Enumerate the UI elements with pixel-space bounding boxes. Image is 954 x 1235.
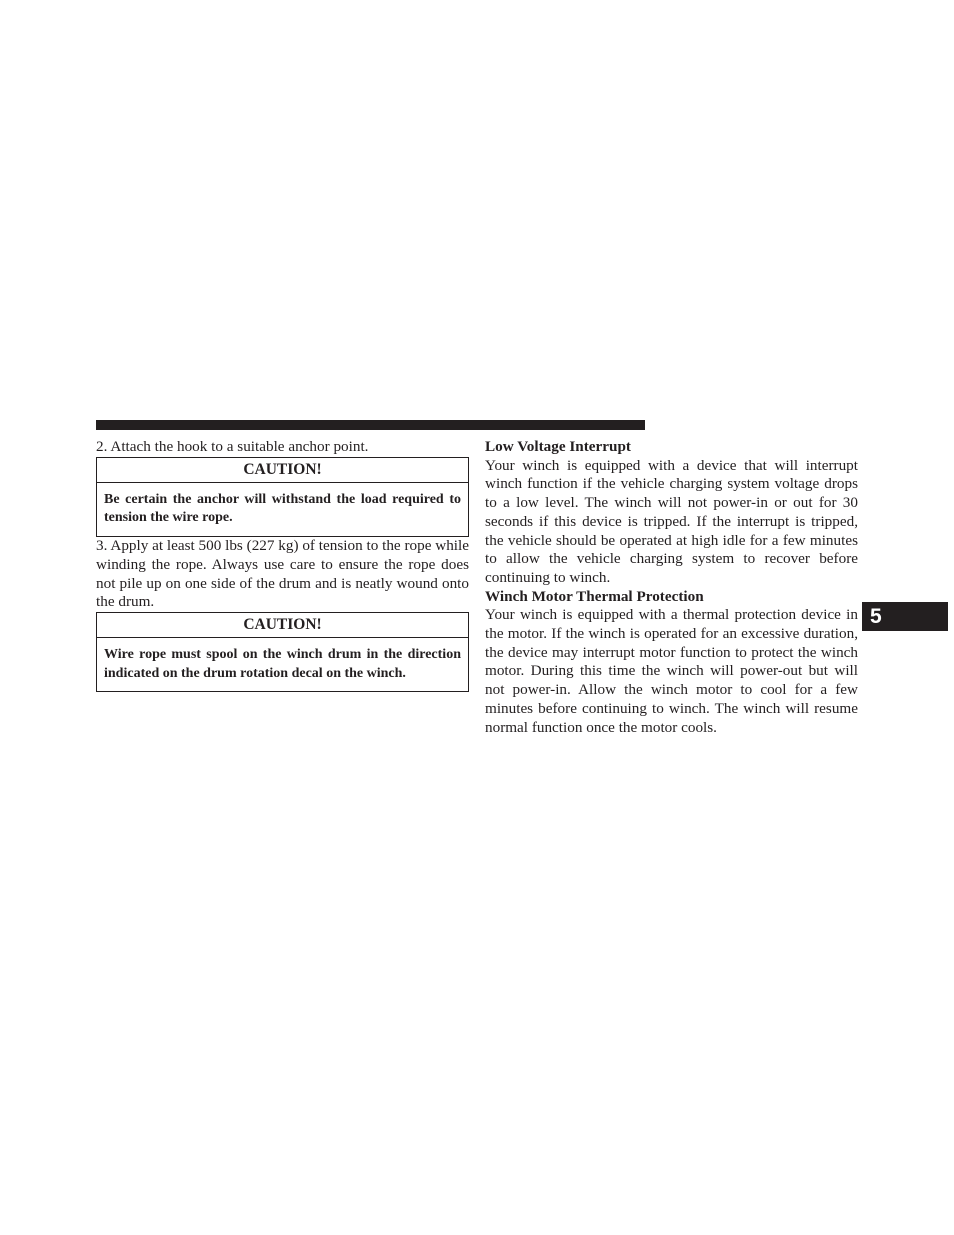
left-column [96,438,469,692]
caution-text: Be certain the anchor will withstand the load required to tension the wire rope. [104,491,461,526]
right-column [485,438,858,737]
thermal-protection-heading: Winch Motor Thermal Protection [485,587,704,605]
caution-header: CAUTION! [97,458,468,483]
step-3-text: 3. Apply at least 500 lbs (227 kg) of tension to the rope while winding the rope. Always use care to ensure the rope does not pile up on one side of the drum and is neatly wound onto the drum. [96,537,469,611]
caution-box-spool [96,612,469,692]
header-rule [96,420,645,430]
caution-header: CAUTION! [97,613,468,638]
caution-text: Wire rope must spool on the winch drum in the direction indicated on the drum rotation decal on the winch. [104,646,461,681]
chapter-tab: 5 [862,602,948,631]
low-voltage-heading: Low Voltage Interrupt [485,438,631,455]
caution-box-anchor [96,457,469,537]
thermal-protection-text: Your winch is equipped with a thermal protection device in the motor. If the winch is operated for an excessive duration, the device may interrupt motor function to protect the winch motor. During this time the winch will power-out but will not power-in. Allow the winch motor to cool for a few minutes before continuing to winch. The winch will resume normal function once the motor cools. [485,606,858,736]
low-voltage-text: Your winch is equipped with a device that will interrupt winch function if the vehicle charging system voltage drops to a low level. The winch will not power-in or out for 30 seconds if this device is tripped. If the interrupt is tripped, the vehicle should be operated at high idle for a few minutes to allow the vehicle charging system to recover before continuing to winch. [485,456,858,586]
step-2-text: 2. Attach the hook to a suitable anchor point. [96,438,369,455]
